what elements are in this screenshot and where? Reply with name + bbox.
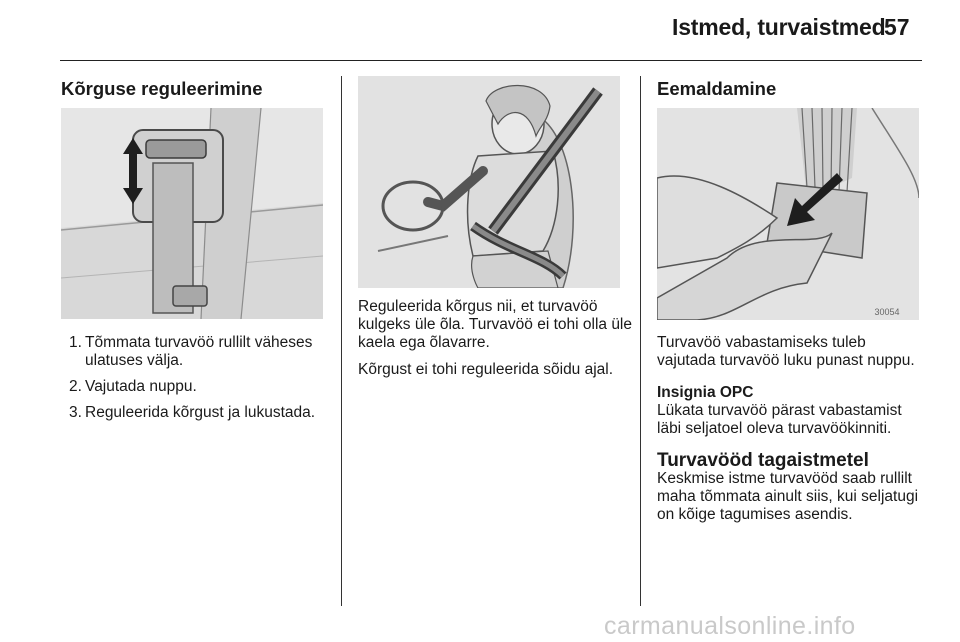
paragraph: Reguleerida kõrgus nii, et turvavöö kulgeks üle õla. Turvavöö ei tohi olla üle kaela ega õlavarre. <box>358 298 632 351</box>
figure-code: 30054 <box>874 307 900 317</box>
figure-driver-belt-routing <box>358 76 620 288</box>
column-divider-left <box>341 76 342 606</box>
step-text: Vajutada nuppu. <box>85 378 197 395</box>
sub-heading-insignia-opc: Insignia OPC <box>657 384 754 401</box>
column-left <box>61 70 331 100</box>
page-header-title: Istmed, turvaistmed <box>672 14 886 40</box>
step-number: 1. <box>69 334 82 351</box>
column-right-text <box>657 334 925 533</box>
paragraph: Kõrgust ei tohi reguleerida sõidu ajal. <box>358 361 614 378</box>
step-text: Tõmmata turvavöö rullilt väheses ulatuses välja. <box>85 334 313 369</box>
section-heading-rear-belts: Turvavööd tagaistmetel <box>657 450 869 471</box>
step-text: Reguleerida kõrgust ja lukustada. <box>85 404 316 421</box>
step-item <box>61 404 336 422</box>
paragraph-release-instruction: Turvavöö vabastamiseks tuleb vajutada turvavöö luku punast nuppu. <box>657 334 915 369</box>
page-number: 57 <box>884 14 910 40</box>
figure-belt-height-adjuster <box>61 108 323 319</box>
height-adjustment-steps <box>61 334 336 422</box>
step-number: 2. <box>69 378 82 395</box>
section-heading-height-adjustment: Kõrguse reguleerimine <box>61 78 263 99</box>
step-number: 3. <box>69 404 82 421</box>
paragraph-opc-instruction: Lükata turvavöö pärast vabastamist läbi seljatoel oleva turvavöökinniti. <box>657 402 902 437</box>
column-divider-right <box>640 76 641 606</box>
column-right-heading <box>657 70 922 100</box>
paragraph-rear-belts: Keskmise istme turvavööd saab rullilt maha tõmmata ainult siis, kui seljatugi on kõige tagumises asendis. <box>657 470 919 523</box>
figure-belt-buckle-release <box>657 108 919 320</box>
header-rule <box>60 60 922 61</box>
steps-list-container <box>61 334 336 430</box>
step-item <box>61 378 336 396</box>
step-item <box>61 334 336 370</box>
watermark: carmanualsonline.info <box>604 612 856 640</box>
section-heading-removal: Eemaldamine <box>657 78 777 99</box>
column-middle-text <box>358 298 633 388</box>
